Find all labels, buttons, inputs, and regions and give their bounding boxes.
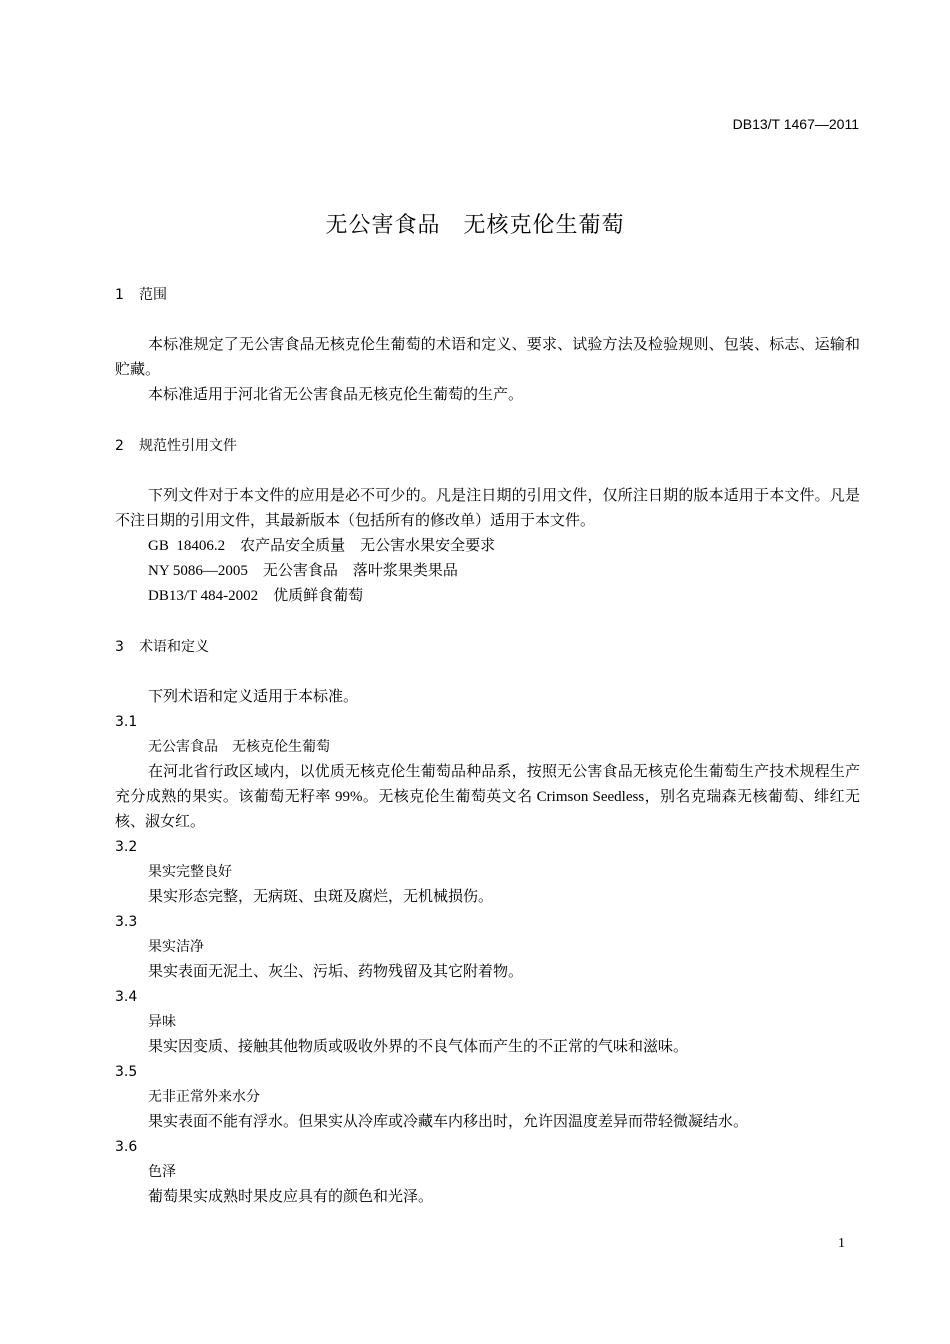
term-number: 3.2	[115, 839, 138, 855]
document-body	[115, 283, 860, 1210]
term-number: 3.4	[115, 989, 138, 1005]
section-heading-terms-definitions	[115, 635, 860, 659]
reference-item: NY 5086—2005 无公害食品 落叶浆果类果品	[148, 563, 458, 579]
term-name: 无非正常外来水分	[148, 1089, 260, 1105]
section-heading-normative-references	[115, 434, 860, 458]
term-number: 3.3	[115, 914, 138, 930]
term-name: 色泽	[148, 1164, 176, 1180]
term-definition: 果实因变质、接触其他物质或吸收外界的不良气体而产生的不正常的气味和滋味。	[148, 1039, 689, 1055]
term-name: 果实完整良好	[148, 864, 232, 880]
section-number: 1	[115, 287, 124, 303]
reference-item: DB13/T 484-2002 优质鲜食葡萄	[148, 588, 364, 604]
section-number: 3	[115, 639, 124, 655]
term-name: 异味	[148, 1014, 176, 1030]
term-definition: 在河北省行政区域内，以优质无核克伦生葡萄品种品系，按照无公害食品无核克伦生葡萄生产技术规程生产充分成熟的果实。该葡萄无籽率 99%。无核克伦生葡萄英文名 Crimson Seedless，别名克瑞森无核葡萄、绯红无核、淑女红。	[115, 764, 860, 830]
term-definition: 葡萄果实成熟时果皮应具有的颜色和光泽。	[148, 1189, 434, 1205]
section-title: 术语和定义	[139, 639, 209, 655]
section-title: 规范性引用文件	[139, 438, 237, 454]
term-number: 3.5	[115, 1064, 138, 1080]
term-name: 无公害食品 无核克伦生葡萄	[148, 739, 330, 755]
term-name: 果实洁净	[148, 939, 204, 955]
standard-code: DB13/T 1467—2011	[732, 116, 859, 132]
page-number: 1	[838, 1236, 845, 1251]
paragraph: 本标准规定了无公害食品无核克伦生葡萄的术语和定义、要求、试验方法及检验规则、包装、标志、运输和贮藏。	[115, 337, 860, 378]
document-title: 无公害食品 无核克伦生葡萄	[325, 213, 625, 238]
paragraph: 本标准适用于河北省无公害食品无核克伦生葡萄的生产。	[148, 387, 524, 403]
paragraph: 下列术语和定义适用于本标准。	[148, 689, 359, 705]
paragraph: 下列文件对于本文件的应用是必不可少的。凡是注日期的引用文件，仅所注日期的版本适用于本文件。凡是不注日期的引用文件，其最新版本（包括所有的修改单）适用于本文件。	[115, 488, 860, 529]
term-number: 3.6	[115, 1139, 138, 1155]
term-definition: 果实表面无泥土、灰尘、污垢、药物残留及其它附着物。	[148, 964, 524, 980]
section-number: 2	[115, 438, 124, 454]
section-title: 范围	[139, 287, 167, 303]
term-definition: 果实形态完整，无病斑、虫斑及腐烂，无机械损伤。	[148, 889, 494, 905]
reference-item: GB 18406.2 农产品安全质量 无公害水果安全要求	[148, 538, 496, 554]
term-definition: 果实表面不能有浮水。但果实从冷库或冷藏车内移出时，允许因温度差异而带轻微凝结水。	[148, 1114, 749, 1130]
term-number: 3.1	[115, 714, 138, 730]
section-heading-scope	[115, 283, 860, 307]
